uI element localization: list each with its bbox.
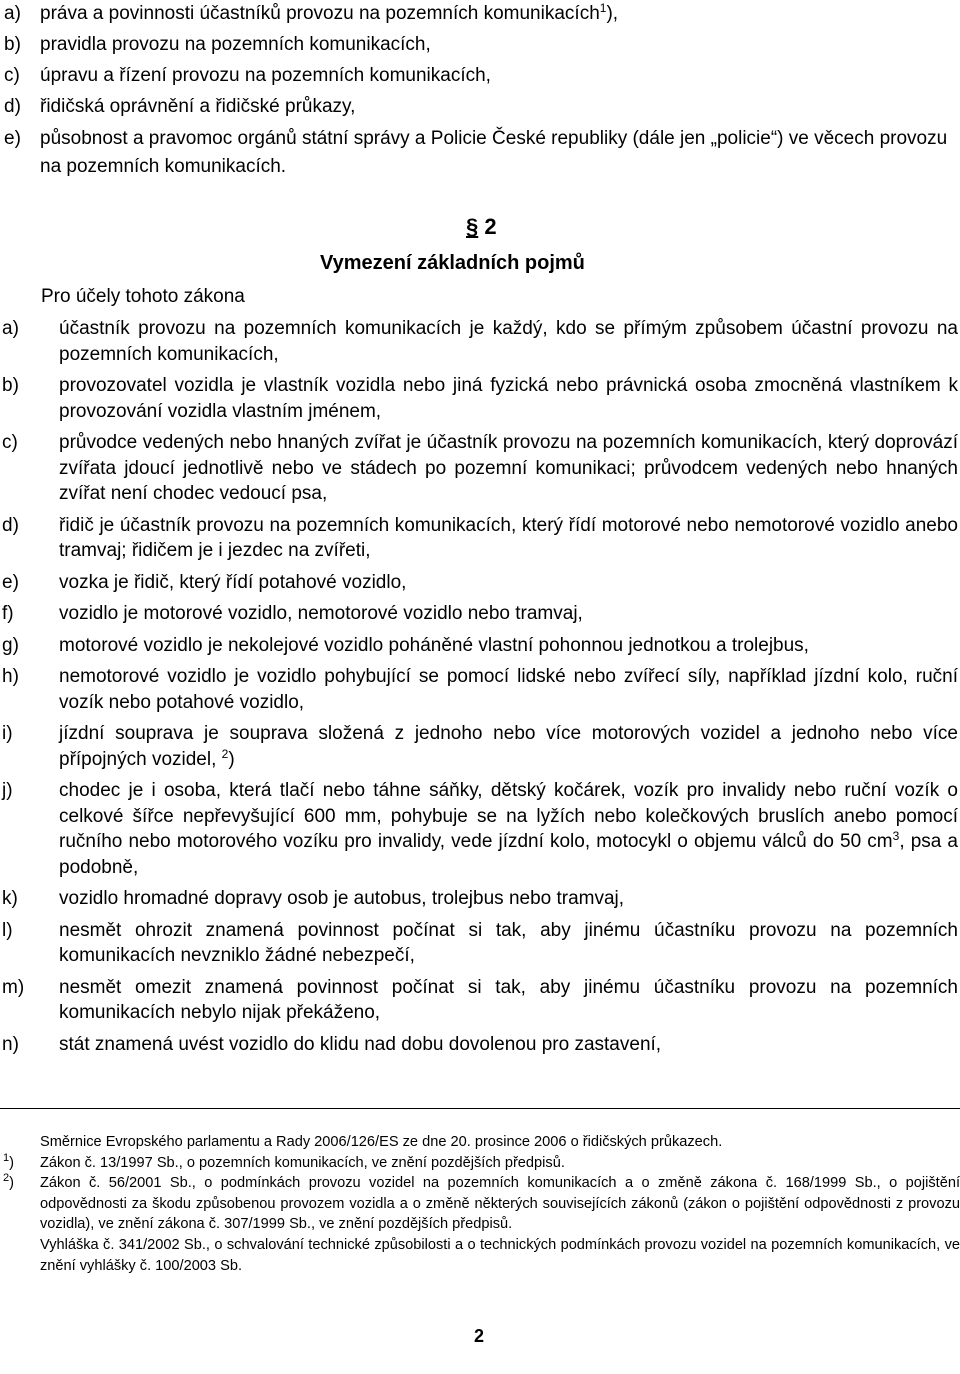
definition-item xyxy=(2,1032,958,1058)
footnote-text: Směrnice Evropského parlamentu a Rady 2006/126/ES ze dne 20. prosince 2006 o řidičských průkazech. xyxy=(40,1134,723,1150)
list-item-label: a) xyxy=(4,3,21,24)
definition-text: motorové vozidlo je nekolejové vozidlo poháněné vlastní pohonnou jednotkou a trolejbus, xyxy=(59,634,809,656)
definition-label: f) xyxy=(2,603,14,624)
footnote-marker: $^1$) xyxy=(3,1151,14,1171)
footnote-ref[interactable]: 1 xyxy=(599,1,607,15)
list-item-text: řidičská oprávnění a řidičské průkazy, xyxy=(40,96,356,117)
footnote-divider xyxy=(0,1108,960,1109)
section-sign: § xyxy=(466,214,479,239)
list-item xyxy=(4,94,959,120)
definition-item xyxy=(2,664,958,715)
list-item-text: působnost a pravomoc orgánů státní správy a Policie České republiky (dále jen „policie“) ve věcech provozu na pozemních komunikacích. xyxy=(40,128,948,177)
footnote-text: Zákon č. 13/1997 Sb., o pozemních komunikacích, ve znění pozdějších předpisů. xyxy=(40,1154,565,1171)
definition-label: b) xyxy=(2,375,19,396)
section-intro: Pro účely tohoto zákona xyxy=(41,286,245,307)
footnote-item xyxy=(3,1173,960,1235)
definition-text: řidič je účastník provozu na pozemních komunikacích, který řídí motorové nebo nemotorové vozidlo anebo tramvaj; řidičem je i jezdec na zvířeti, xyxy=(59,514,958,561)
definition-label: h) xyxy=(2,666,19,687)
definition-item xyxy=(2,975,958,1026)
definition-label: g) xyxy=(2,634,19,656)
definition-text: vozidlo hromadné dopravy osob je autobus, trolejbus nebo tramvaj, xyxy=(59,888,625,909)
list-item-label: b) xyxy=(4,34,21,55)
list-item-label: d) xyxy=(4,96,21,117)
superscript-exponent: 3 xyxy=(892,829,900,843)
footnote-marker xyxy=(3,1132,40,1153)
section-number-value: 2 xyxy=(484,214,497,239)
section-title: Vymezení základních pojmů xyxy=(320,252,585,274)
definition-label: n) xyxy=(2,1033,19,1055)
definition-label: j) xyxy=(2,780,13,801)
definition-item xyxy=(2,570,958,596)
footnotes xyxy=(3,1132,960,1276)
definition-label: m) xyxy=(2,976,25,998)
footnote-item xyxy=(3,1153,960,1174)
list-item-text: úpravu a řízení provozu na pozemních komunikacích, xyxy=(40,65,491,86)
footnote-item xyxy=(3,1132,960,1153)
footnote-text: Vyhláška č. 341/2002 Sb., o schvalování technické způsobilosti a o technických podmínkách provozu vozidel na pozemních komunikacích, ve znění vyhlášky č. 100/2003 Sb. xyxy=(40,1236,960,1274)
list-item-label: e) xyxy=(4,128,21,149)
definition-item xyxy=(2,886,958,912)
list-item-label: c) xyxy=(4,65,20,86)
section-number xyxy=(466,214,497,240)
definition-text: nesmět ohrozit znamená povinnost počínat si tak, aby jinému účastníku provozu na pozemních komunikacích nevzniklo žádné nebezpečí, xyxy=(59,919,958,966)
definition-label: k) xyxy=(2,888,18,909)
page-number: 2 xyxy=(474,1326,485,1346)
definition-text: nemotorové vozidlo je vozidlo pohybující se pomocí lidské nebo zvířecí síly, například jízdní kolo, ruční vozík nebo potahové vozidlo, xyxy=(59,666,958,713)
definition-label: e) xyxy=(2,571,19,593)
scope-list xyxy=(4,0,959,181)
definition-label: c) xyxy=(2,432,18,453)
definition-item xyxy=(2,721,958,772)
definition-text: průvodce vedených nebo hnaných zvířat je účastník provozu na pozemních komunikacích, který doprovází zvířata jdoucí jednotlivě nebo ve stádech po pozemní komunikaci; průvodcem vedených nebo hnaných zvířat není chodec vedoucí psa, xyxy=(59,432,958,504)
definitions-list xyxy=(2,316,958,1063)
definition-text: jízdní souprava je souprava složená z jednoho nebo více motorových vozidel a jednoho nebo více přípojných vozidel, $^2$) xyxy=(59,723,958,770)
definition-text: stát znamená uvést vozidlo do klidu nad dobu dovolenou pro zastavení, xyxy=(59,1033,662,1055)
definition-text: vozidlo je motorové vozidlo, nemotorové vozidlo nebo tramvaj, xyxy=(59,603,583,624)
definition-label: a) xyxy=(2,318,19,339)
definition-item xyxy=(2,778,958,880)
definition-text: provozovatel vozidla je vlastník vozidla nebo jiná fyzická nebo právnická osoba zmocněná vlastníkem k provozování vozidla vlastním jménem, xyxy=(59,375,958,422)
definition-text: nesmět omezit znamená povinnost počínat si tak, aby jinému účastníku provozu na pozemních komunikacích nebylo nijak překáženo, xyxy=(59,976,958,1023)
definition-label: d) xyxy=(2,514,19,536)
definition-item xyxy=(2,601,958,627)
list-item xyxy=(4,63,959,89)
footnote-text: Zákon č. 56/2001 Sb., o podmínkách provozu vozidel na pozemních komunikacích a o změně zákona č. 168/1999 Sb., o pojištění odpovědnosti za škodu způsobenou provozem vozidla a o změně některých souvisejících zákonů (zákon o pojištění odpovědnosti z provozu vozidla), ve znění zákona č. 307/1999 Sb., ve znění pozdějších předpisů. xyxy=(40,1175,960,1233)
list-item xyxy=(4,1,959,27)
definition-text: vozka je řidič, který řídí potahové vozidlo, xyxy=(59,571,407,593)
list-item-text: pravidla provozu na pozemních komunikacích, xyxy=(40,34,431,55)
definition-item xyxy=(2,316,958,367)
definition-label: l) xyxy=(2,919,13,941)
footnote-ref[interactable]: 2 xyxy=(221,746,229,761)
footnote-marker: $^2$) xyxy=(3,1172,14,1192)
list-item xyxy=(4,32,959,58)
list-item xyxy=(4,125,959,181)
definition-label: i) xyxy=(2,723,13,744)
definition-text: chodec je i osoba, která tlačí nebo táhne sáňky, dětský kočárek, vozík pro invalidy nebo ruční vozík o celkové šířce nepřevyšující 600 mm, pohybuje se na lyžích nebo kolečkových bruslích anebo pomocí ručního nebo motorového vozíku pro invalidy, vede jízdní kolo, motocykl o objemu válců do 50 $cm^3$, psa a podobně, xyxy=(59,780,958,878)
definition-item xyxy=(2,430,958,507)
list-item-text: práva a povinnosti účastníků provozu na pozemních komunikacích$^1$), xyxy=(40,1,619,24)
footnote-item xyxy=(3,1235,960,1276)
definition-item xyxy=(2,633,958,659)
definition-text: účastník provozu na pozemních komunikacích je každý, kdo se přímým způsobem účastní provozu na pozemních komunikacích, xyxy=(59,318,958,365)
definition-item xyxy=(2,373,958,424)
definition-item xyxy=(2,918,958,969)
definition-item xyxy=(2,513,958,564)
